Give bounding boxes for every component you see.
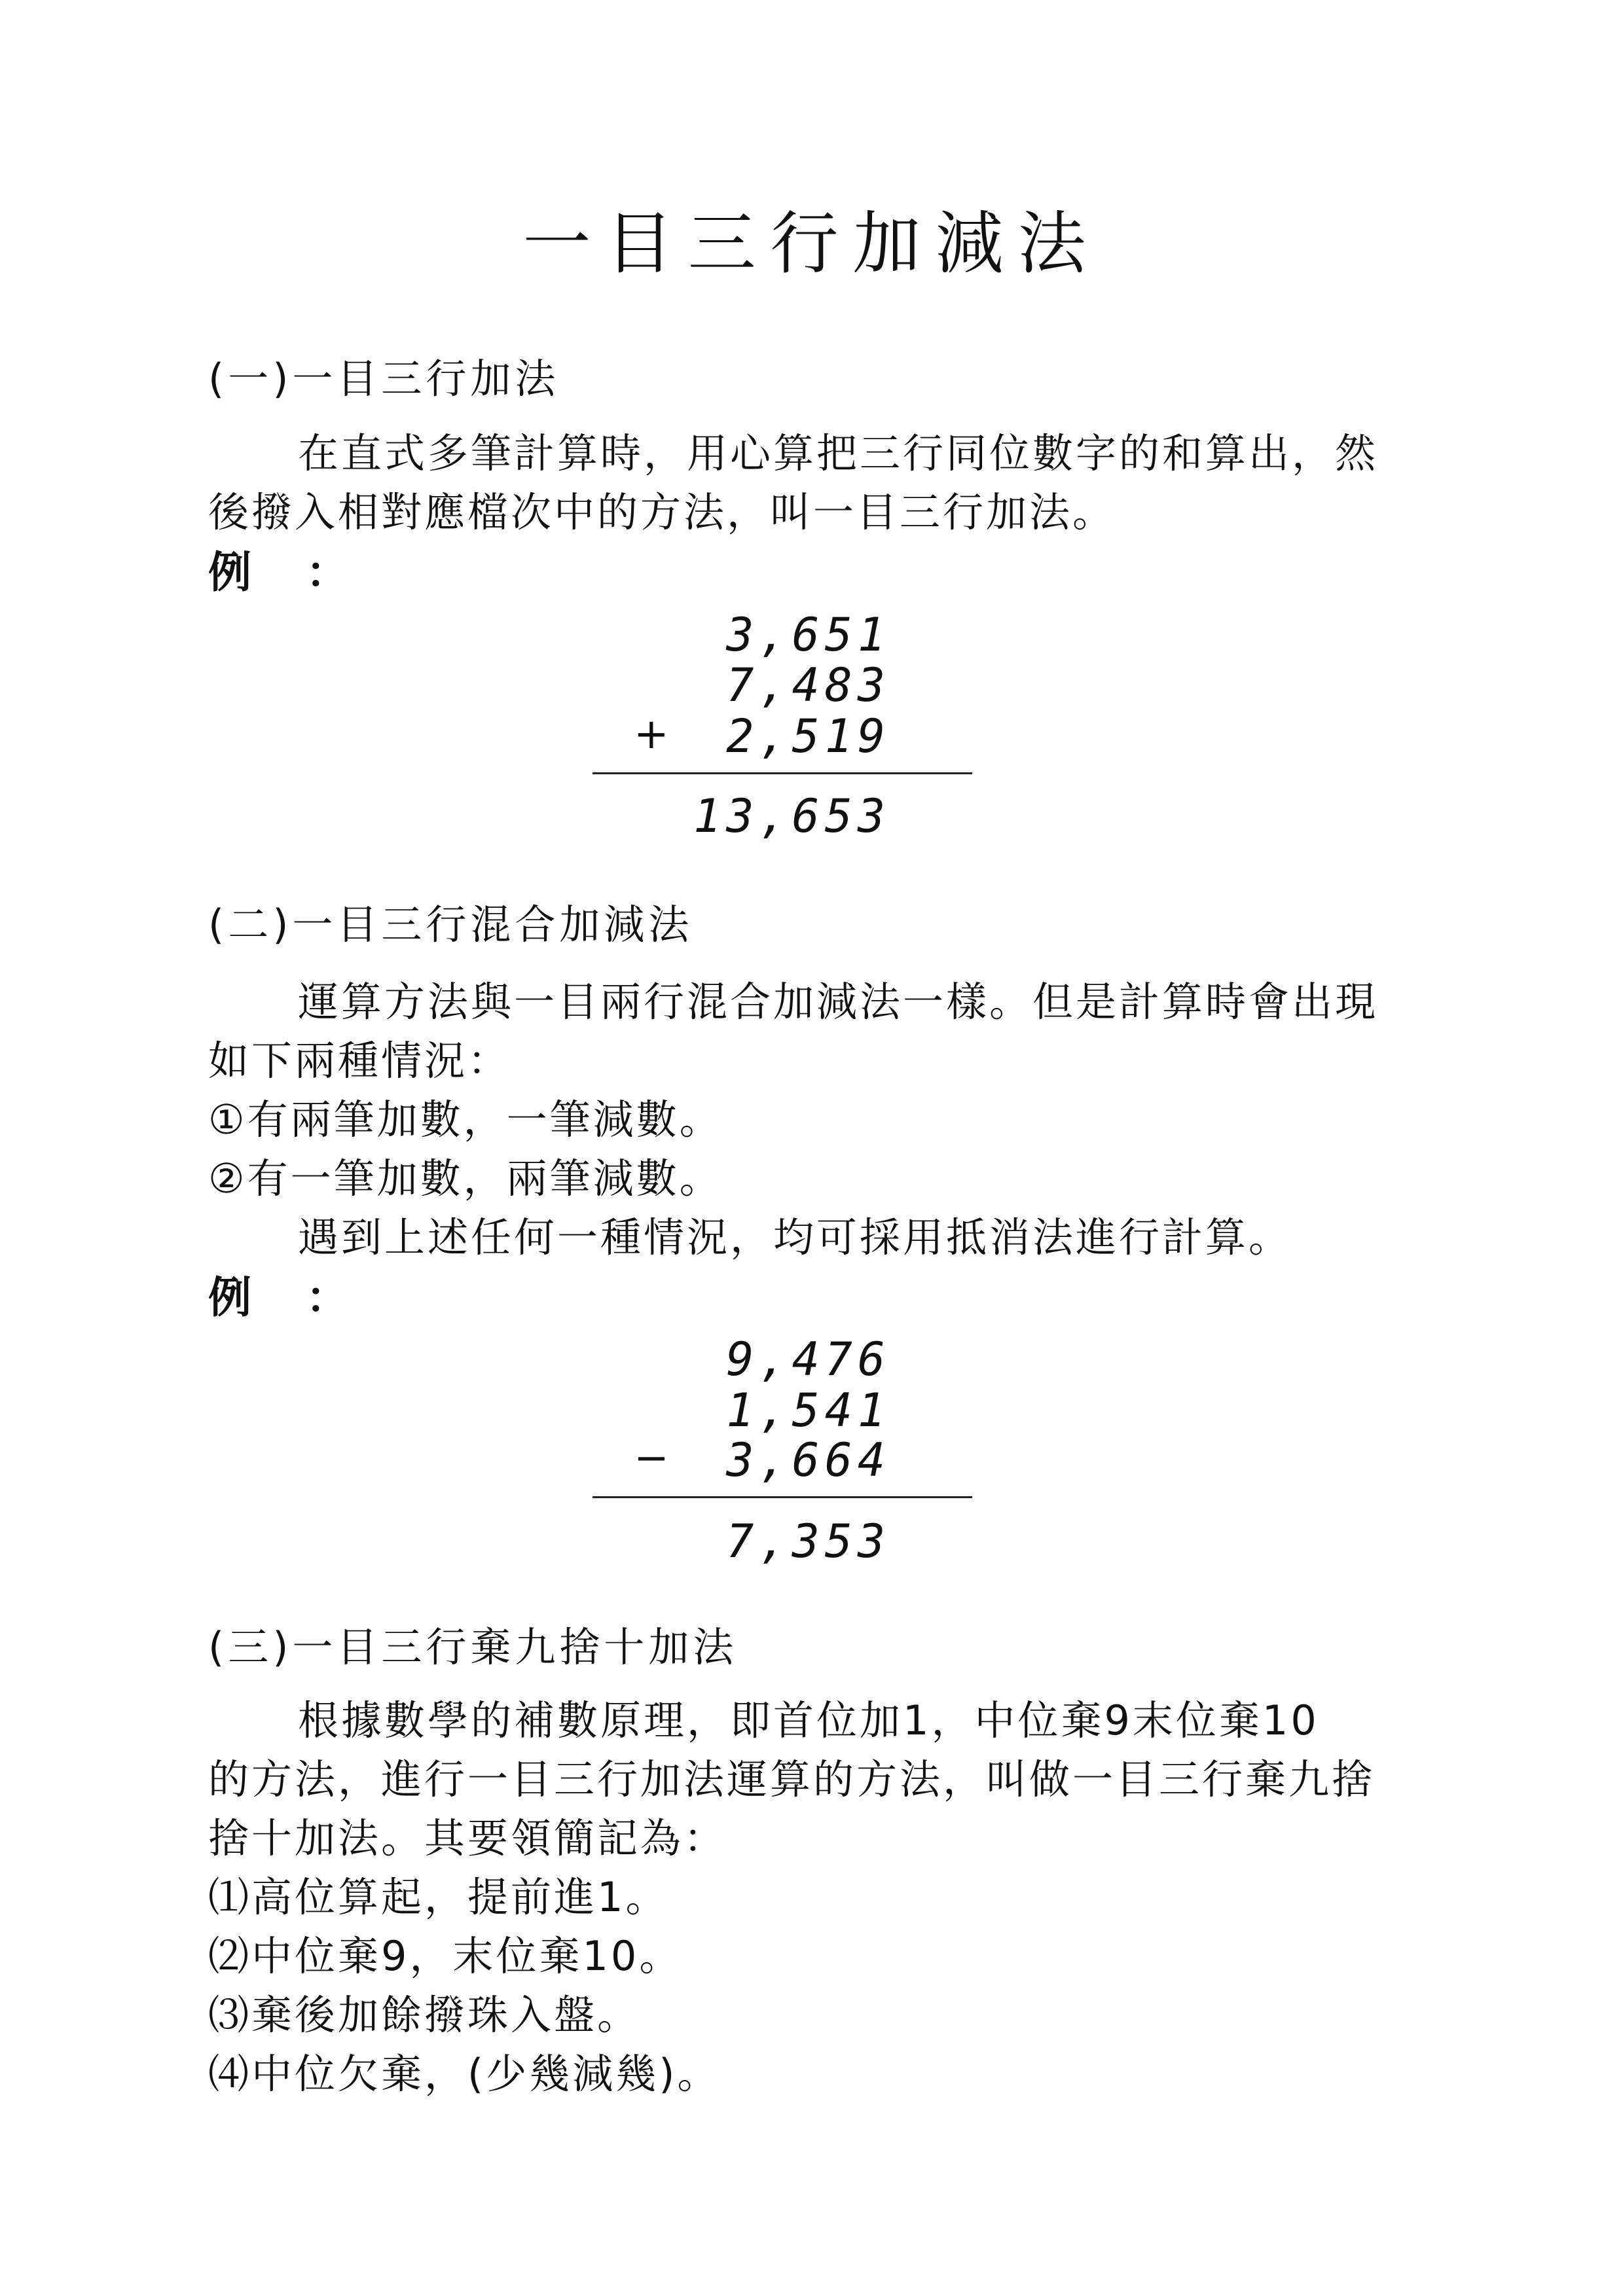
section1-heading: (一)一目三行加法: [208, 355, 560, 403]
section2-item-1: ①有兩筆加數，一筆減數。: [208, 1096, 723, 1143]
section1-result: 13,653: [693, 789, 890, 843]
section2-sum-rule: [593, 1496, 972, 1498]
page-title: 一目三行加減法: [522, 204, 1101, 283]
section3-item-4: ⑷中位欠棄，(少幾減幾)。: [208, 2050, 721, 2098]
section3-item-1: ⑴高位算起，提前進1。: [208, 1873, 669, 1921]
section3-heading: (三)一目三行棄九捨十加法: [208, 1623, 738, 1671]
section1-operand-1: 3,651: [726, 608, 890, 662]
section3-item-3: ⑶棄後加餘撥珠入盤。: [208, 1991, 641, 2039]
section2-heading: (二)一目三行混合加減法: [208, 901, 693, 948]
section3-item-2: ⑵中位棄9，末位棄10。: [208, 1932, 683, 1980]
section1-sum-rule: [593, 772, 972, 774]
section2-item-2: ②有一筆加數，兩筆減數。: [208, 1155, 723, 1202]
section1-operator: +: [634, 710, 669, 759]
section1-paragraph-line1: 在直式多筆計算時，用心算把三行同位數字的和算出，然: [298, 429, 1379, 477]
section2-paragraph-line3: 遇到上述任何一種情況，均可採用抵消法進行計算。: [298, 1213, 1292, 1261]
section2-example-label: 例 ：: [208, 1272, 369, 1323]
section3-paragraph-line3: 捨十加法。其要領簡記為：: [208, 1814, 727, 1862]
section2-paragraph-line2: 如下兩種情況：: [208, 1037, 511, 1085]
section2-operand-1: 9,476: [726, 1333, 890, 1386]
section1-example-label: 例 ：: [208, 547, 369, 598]
section1-operand-3: 2,519: [726, 709, 890, 763]
section2-operand-2: 1,541: [726, 1384, 890, 1437]
section1-paragraph-line2: 後撥入相對應檔次中的方法，叫一目三行加法。: [208, 488, 1116, 536]
section3-paragraph-line2: 的方法，進行一目三行加法運算的方法，叫做一目三行棄九捨: [208, 1755, 1376, 1803]
section2-operator: −: [634, 1434, 669, 1482]
section2-paragraph-line1: 運算方法與一目兩行混合加減法一樣。但是計算時會出現: [298, 978, 1379, 1026]
section1-operand-2: 7,483: [726, 658, 890, 712]
section2-operand-3: 3,664: [726, 1433, 890, 1487]
section3-paragraph-line1: 根據數學的補數原理，即首位加1，中位棄9末位棄10: [298, 1696, 1319, 1744]
section2-result: 7,353: [726, 1515, 890, 1568]
